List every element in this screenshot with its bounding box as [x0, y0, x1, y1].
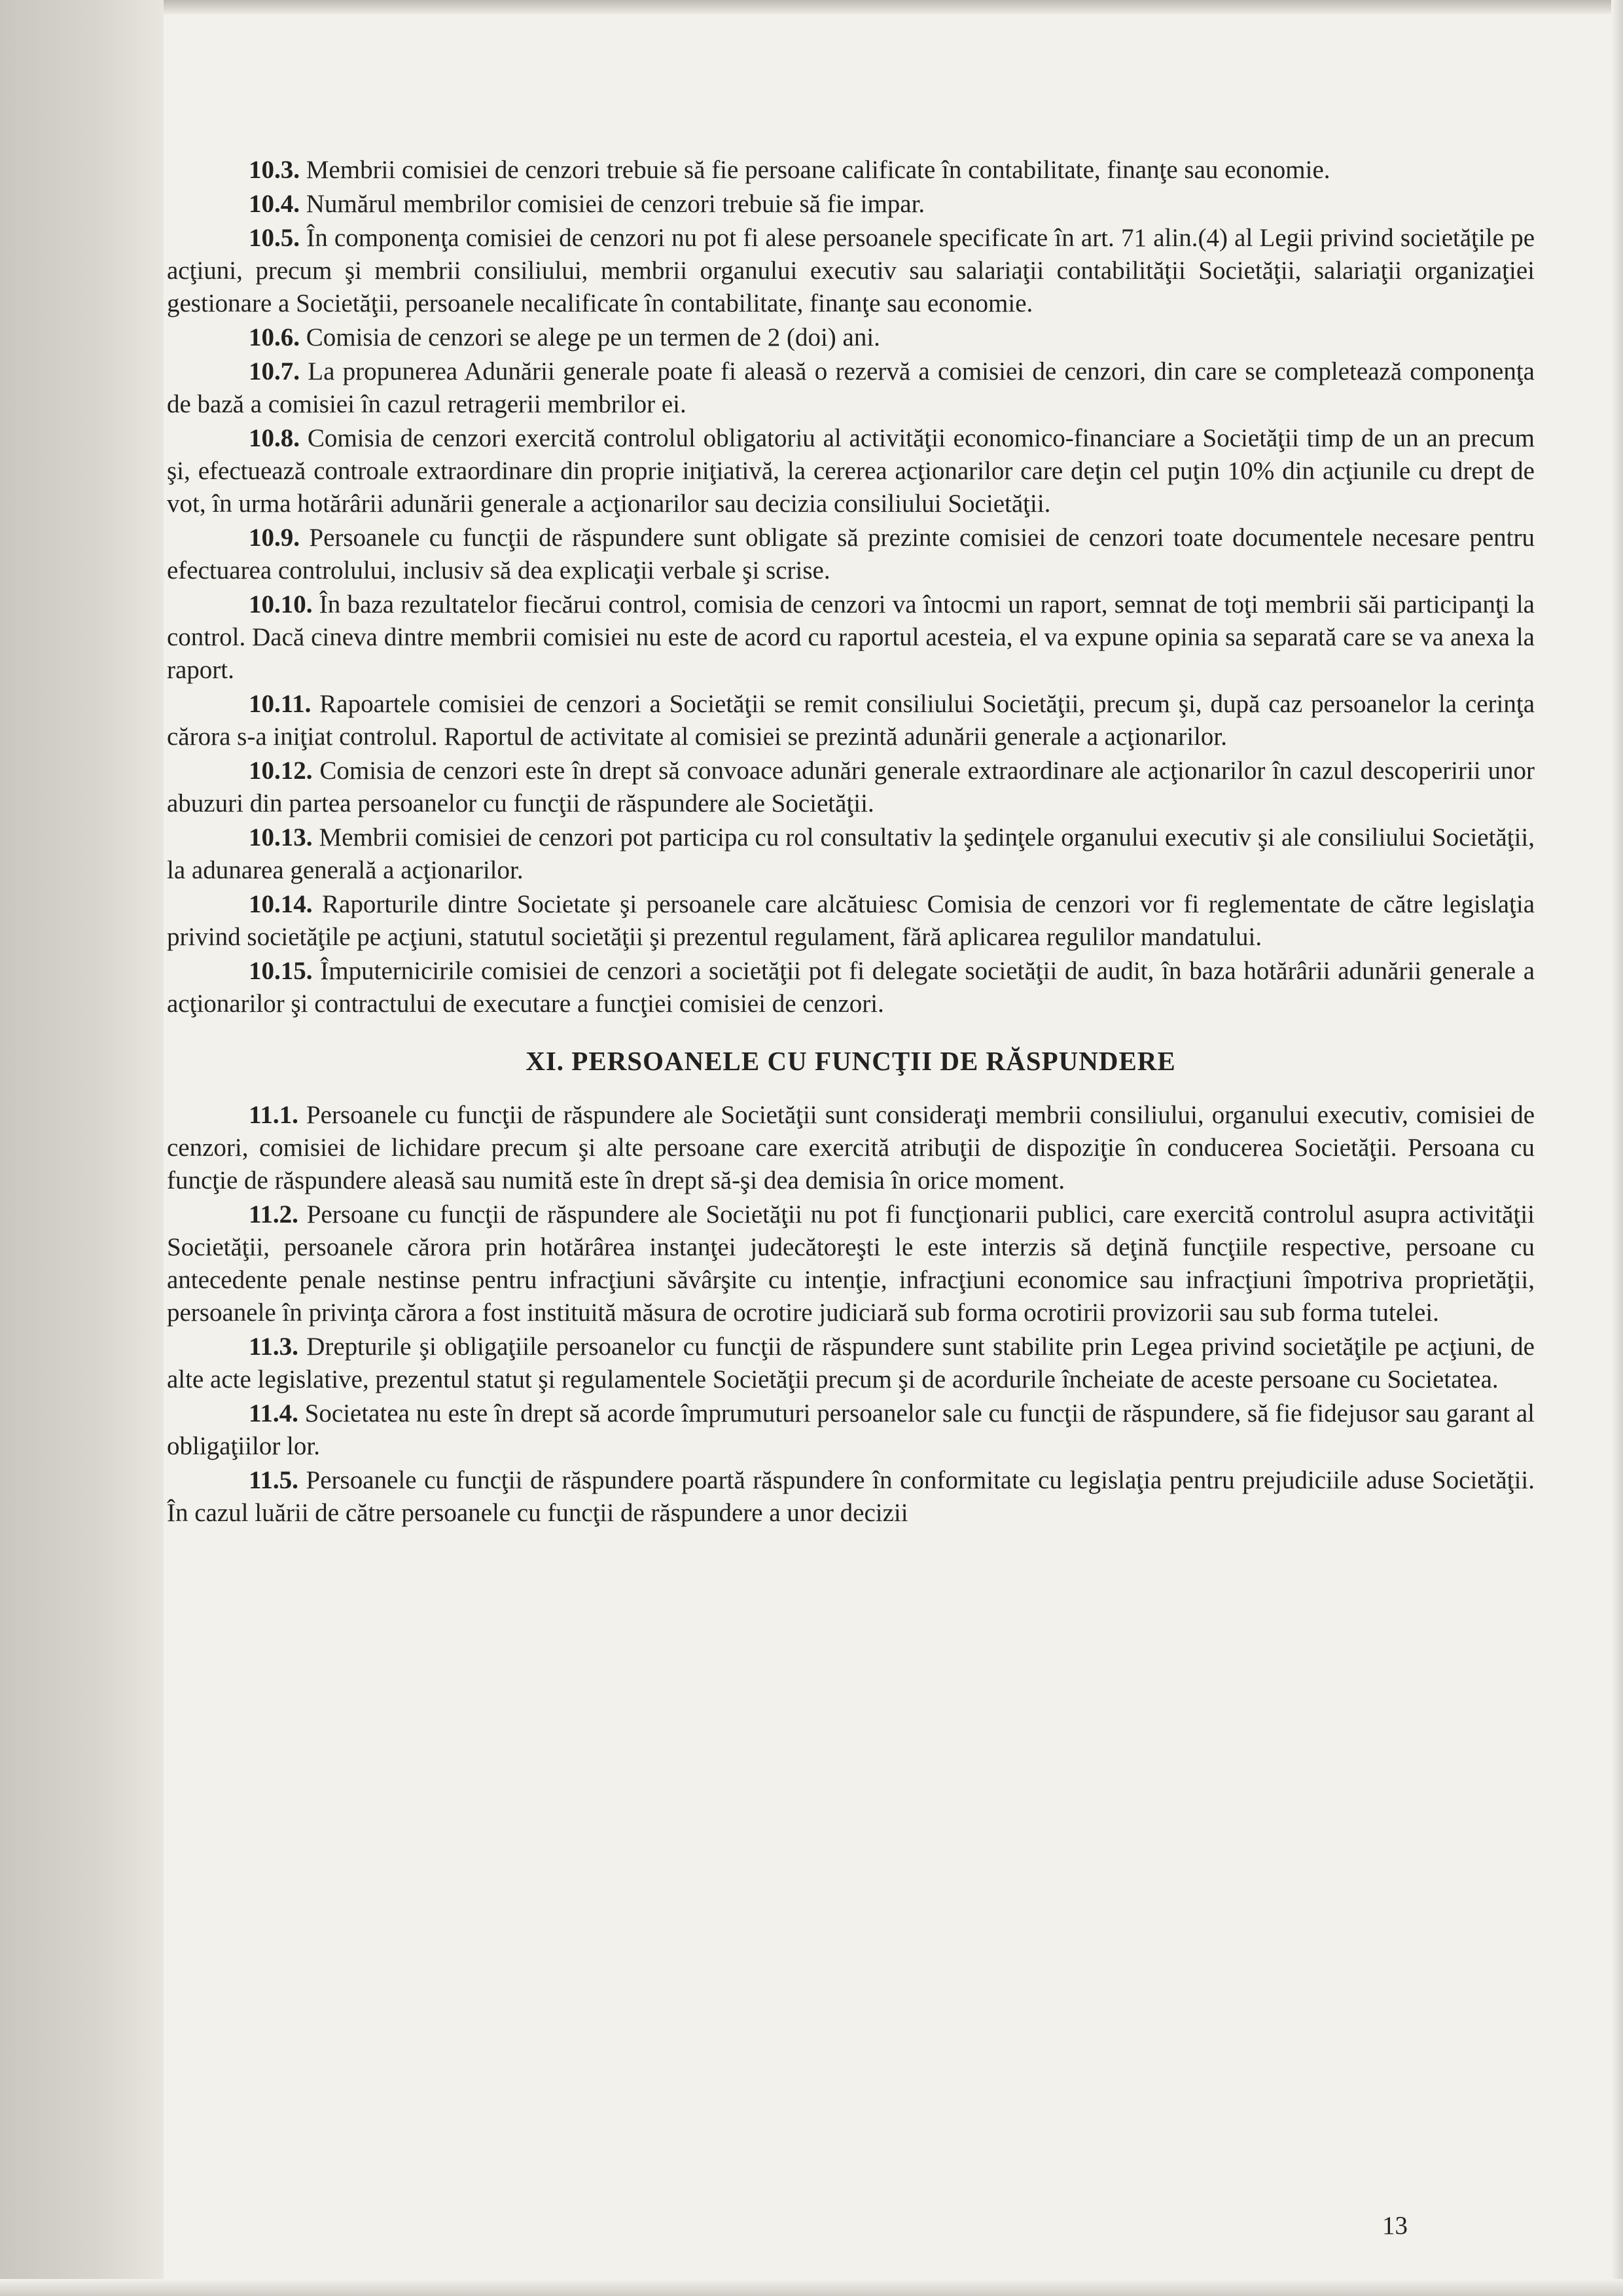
section-text: Împuternicirile comisiei de cenzori a societăţii pot fi delegate societăţii de audit, în baza hotărârii adunării generale a acţionarilor şi contractului de executare a funcţiei comisiei de cenzori.: [167, 957, 1535, 1018]
section-10-14: [167, 888, 1535, 954]
section-10-6: [167, 321, 1535, 354]
section-number: 10.5.: [249, 224, 300, 252]
section-number: 10.10.: [249, 590, 313, 619]
chapter-title: XI. PERSOANELE CU FUNCŢII DE RĂSPUNDERE: [526, 1046, 1176, 1076]
section-11-2: [167, 1198, 1535, 1329]
section-text: În baza rezultatelor fiecărui control, comisia de cenzori va întocmi un raport, semnat de toţi membrii săi participanţi la control. Dacă cineva dintre membrii comisiei nu este de acord cu raportul acesteia, el va expune opinia sa separată care se va anexa la raport.: [167, 590, 1535, 684]
section-number: 10.4.: [249, 190, 300, 218]
section-text: Numărul membrilor comisiei de cenzori trebuie să fie impar.: [306, 190, 925, 218]
section-10-13: [167, 821, 1535, 887]
section-number: 10.7.: [249, 357, 300, 386]
scan-shadow-left: [0, 0, 164, 2296]
section-text: Membrii comisiei de cenzori pot participa cu rol consultativ la şedinţele organului executiv şi ale consiliului Societăţii, la adunarea generală a acţionarilor.: [167, 823, 1535, 884]
section-text: Persoanele cu funcţii de răspundere ale Societăţii sunt consideraţi membrii consiliului, organului executiv, comisiei de cenzori, comisiei de lichidare precum şi alte persoane care exercită atribuţii de dispoziţie în conducerea Societăţii. Persoana cu funcţie de răspundere aleasă sau numită este în drept să-şi dea demisia în orice moment.: [167, 1101, 1535, 1194]
section-10-15: [167, 955, 1535, 1020]
chapter-xi-sections: [167, 1099, 1535, 1530]
section-10-10: [167, 588, 1535, 687]
section-10-12: [167, 755, 1535, 820]
section-number: 11.1.: [249, 1101, 298, 1129]
document-page: [167, 154, 1535, 1531]
section-11-3: [167, 1331, 1535, 1396]
section-number: 10.8.: [249, 424, 300, 452]
section-text: În componenţa comisiei de cenzori nu pot fi alese persoanele specificate în art. 71 alin.(4) al Legii privind societăţile pe acţiuni, precum şi membrii consiliului, membrii organului executiv sau salariaţii contabilităţii Societăţii, salariaţii organizaţiei gestionare a Societăţii, persoanele necalificate în contabilitate, finanţe sau economie.: [167, 224, 1535, 317]
section-text: Membrii comisiei de cenzori trebuie să fie persoane calificate în contabilitate, finanţe sau economie.: [306, 156, 1330, 184]
section-text: La propunerea Adunării generale poate fi aleasă o rezervă a comisiei de cenzori, din care se completează componenţa de bază a comisiei în cazul retragerii membrilor ei.: [167, 357, 1535, 418]
scan-shadow-right: [1611, 0, 1623, 2296]
section-text: Persoanele cu funcţii de răspundere poartă răspundere în conformitate cu legislaţia pentru prejudiciile aduse Societăţii. În cazul luării de către persoanele cu funcţii de răspundere a unor decizii: [167, 1466, 1535, 1527]
section-number: 11.2.: [249, 1200, 298, 1229]
scan-shadow-top: [0, 0, 1623, 14]
section-text: Drepturile şi obligaţiile persoanelor cu funcţii de răspundere sunt stabilite prin Legea privind societăţile pe acţiuni, de alte acte legislative, prezentul statut şi regulamentele Societăţii precum şi de acordurile încheiate de aceste persoane cu Societatea.: [167, 1333, 1535, 1393]
scan-shadow-bottom: [0, 2279, 1623, 2296]
section-text: Comisia de cenzori se alege pe un termen de 2 (doi) ani.: [306, 323, 880, 351]
section-text: Comisia de cenzori este în drept să convoace adunări generale extraordinare ale acţionarilor în cazul descoperirii unor abuzuri din partea persoanelor cu funcţii de răspundere ale Societăţii.: [167, 757, 1535, 817]
chapter-x-sections: [167, 154, 1535, 1020]
section-text: Persoane cu funcţii de răspundere ale Societăţii nu pot fi funcţionarii publici, care exercită controlul asupra activităţii Societăţii, persoanele cărora prin hotărârea instanţei judecătoreşti le este interzis să deţină funcţiile respective, persoane cu antecedente penale nestinse pentru infracţiuni săvârşite cu intenţie, infracţiuni economice sau infracţiuni împotriva proprietăţii, persoanele în privinţa cărora a fost instituită măsura de ocrotire judiciară sub forma ocrotirii provizorii sau sub forma tutelei.: [167, 1200, 1535, 1327]
section-number: 10.11.: [249, 690, 312, 718]
section-number: 10.9.: [249, 524, 300, 552]
section-number: 10.13.: [249, 823, 313, 852]
section-number: 11.3.: [249, 1333, 298, 1361]
section-text: Rapoartele comisiei de cenzori a Societăţii se remit consiliului Societăţii, precum şi, după caz persoanelor la cerinţa cărora s-a iniţiat controlul. Raportul de activitate al comisiei se prezintă adunării generale a acţionarilor.: [167, 690, 1535, 751]
section-10-4: [167, 188, 1535, 221]
section-number: 11.5.: [249, 1466, 298, 1494]
section-10-8: [167, 422, 1535, 520]
section-11-4: [167, 1397, 1535, 1463]
section-number: 10.3.: [249, 156, 300, 184]
section-11-1: [167, 1099, 1535, 1197]
section-number: 10.15.: [249, 957, 313, 985]
section-10-7: [167, 355, 1535, 421]
section-10-5: [167, 222, 1535, 320]
section-10-3: [167, 154, 1535, 187]
section-10-9: [167, 522, 1535, 587]
section-number: 10.12.: [249, 757, 313, 785]
section-number: 10.6.: [249, 323, 300, 351]
section-11-5: [167, 1464, 1535, 1530]
section-number: 10.14.: [249, 890, 313, 918]
page-number: 13: [1382, 2212, 1408, 2240]
section-number: 11.4.: [249, 1399, 298, 1427]
section-10-11: [167, 688, 1535, 753]
section-text: Persoanele cu funcţii de răspundere sunt obligate să prezinte comisiei de cenzori toate documentele necesare pentru efectuarea controlului, inclusiv să dea explicaţii verbale şi scrise.: [167, 524, 1535, 584]
section-text: Societatea nu este în drept să acorde împrumuturi persoanelor sale cu funcţii de răspundere, să fie fidejusor sau garant al obligaţiilor lor.: [167, 1399, 1535, 1460]
section-text: Comisia de cenzori exercită controlul obligatoriu al activităţii economico-financiare a Societăţii timp de un an precum şi, efectuează controale extraordinare din proprie iniţiativă, la cererea acţionarilor care deţin cel puţin 10% din acţiunile cu drept de vot, în urma hotărârii adunării generale a acţionarilor sau decizia consiliului Societăţii.: [167, 424, 1535, 518]
section-text: Raporturile dintre Societate şi persoanele care alcătuiesc Comisia de cenzori vor fi reglementate de către legislaţia privind societăţile pe acţiuni, statutul societăţii şi prezentul regulament, fără aplicarea regulilor mandatului.: [167, 890, 1535, 951]
